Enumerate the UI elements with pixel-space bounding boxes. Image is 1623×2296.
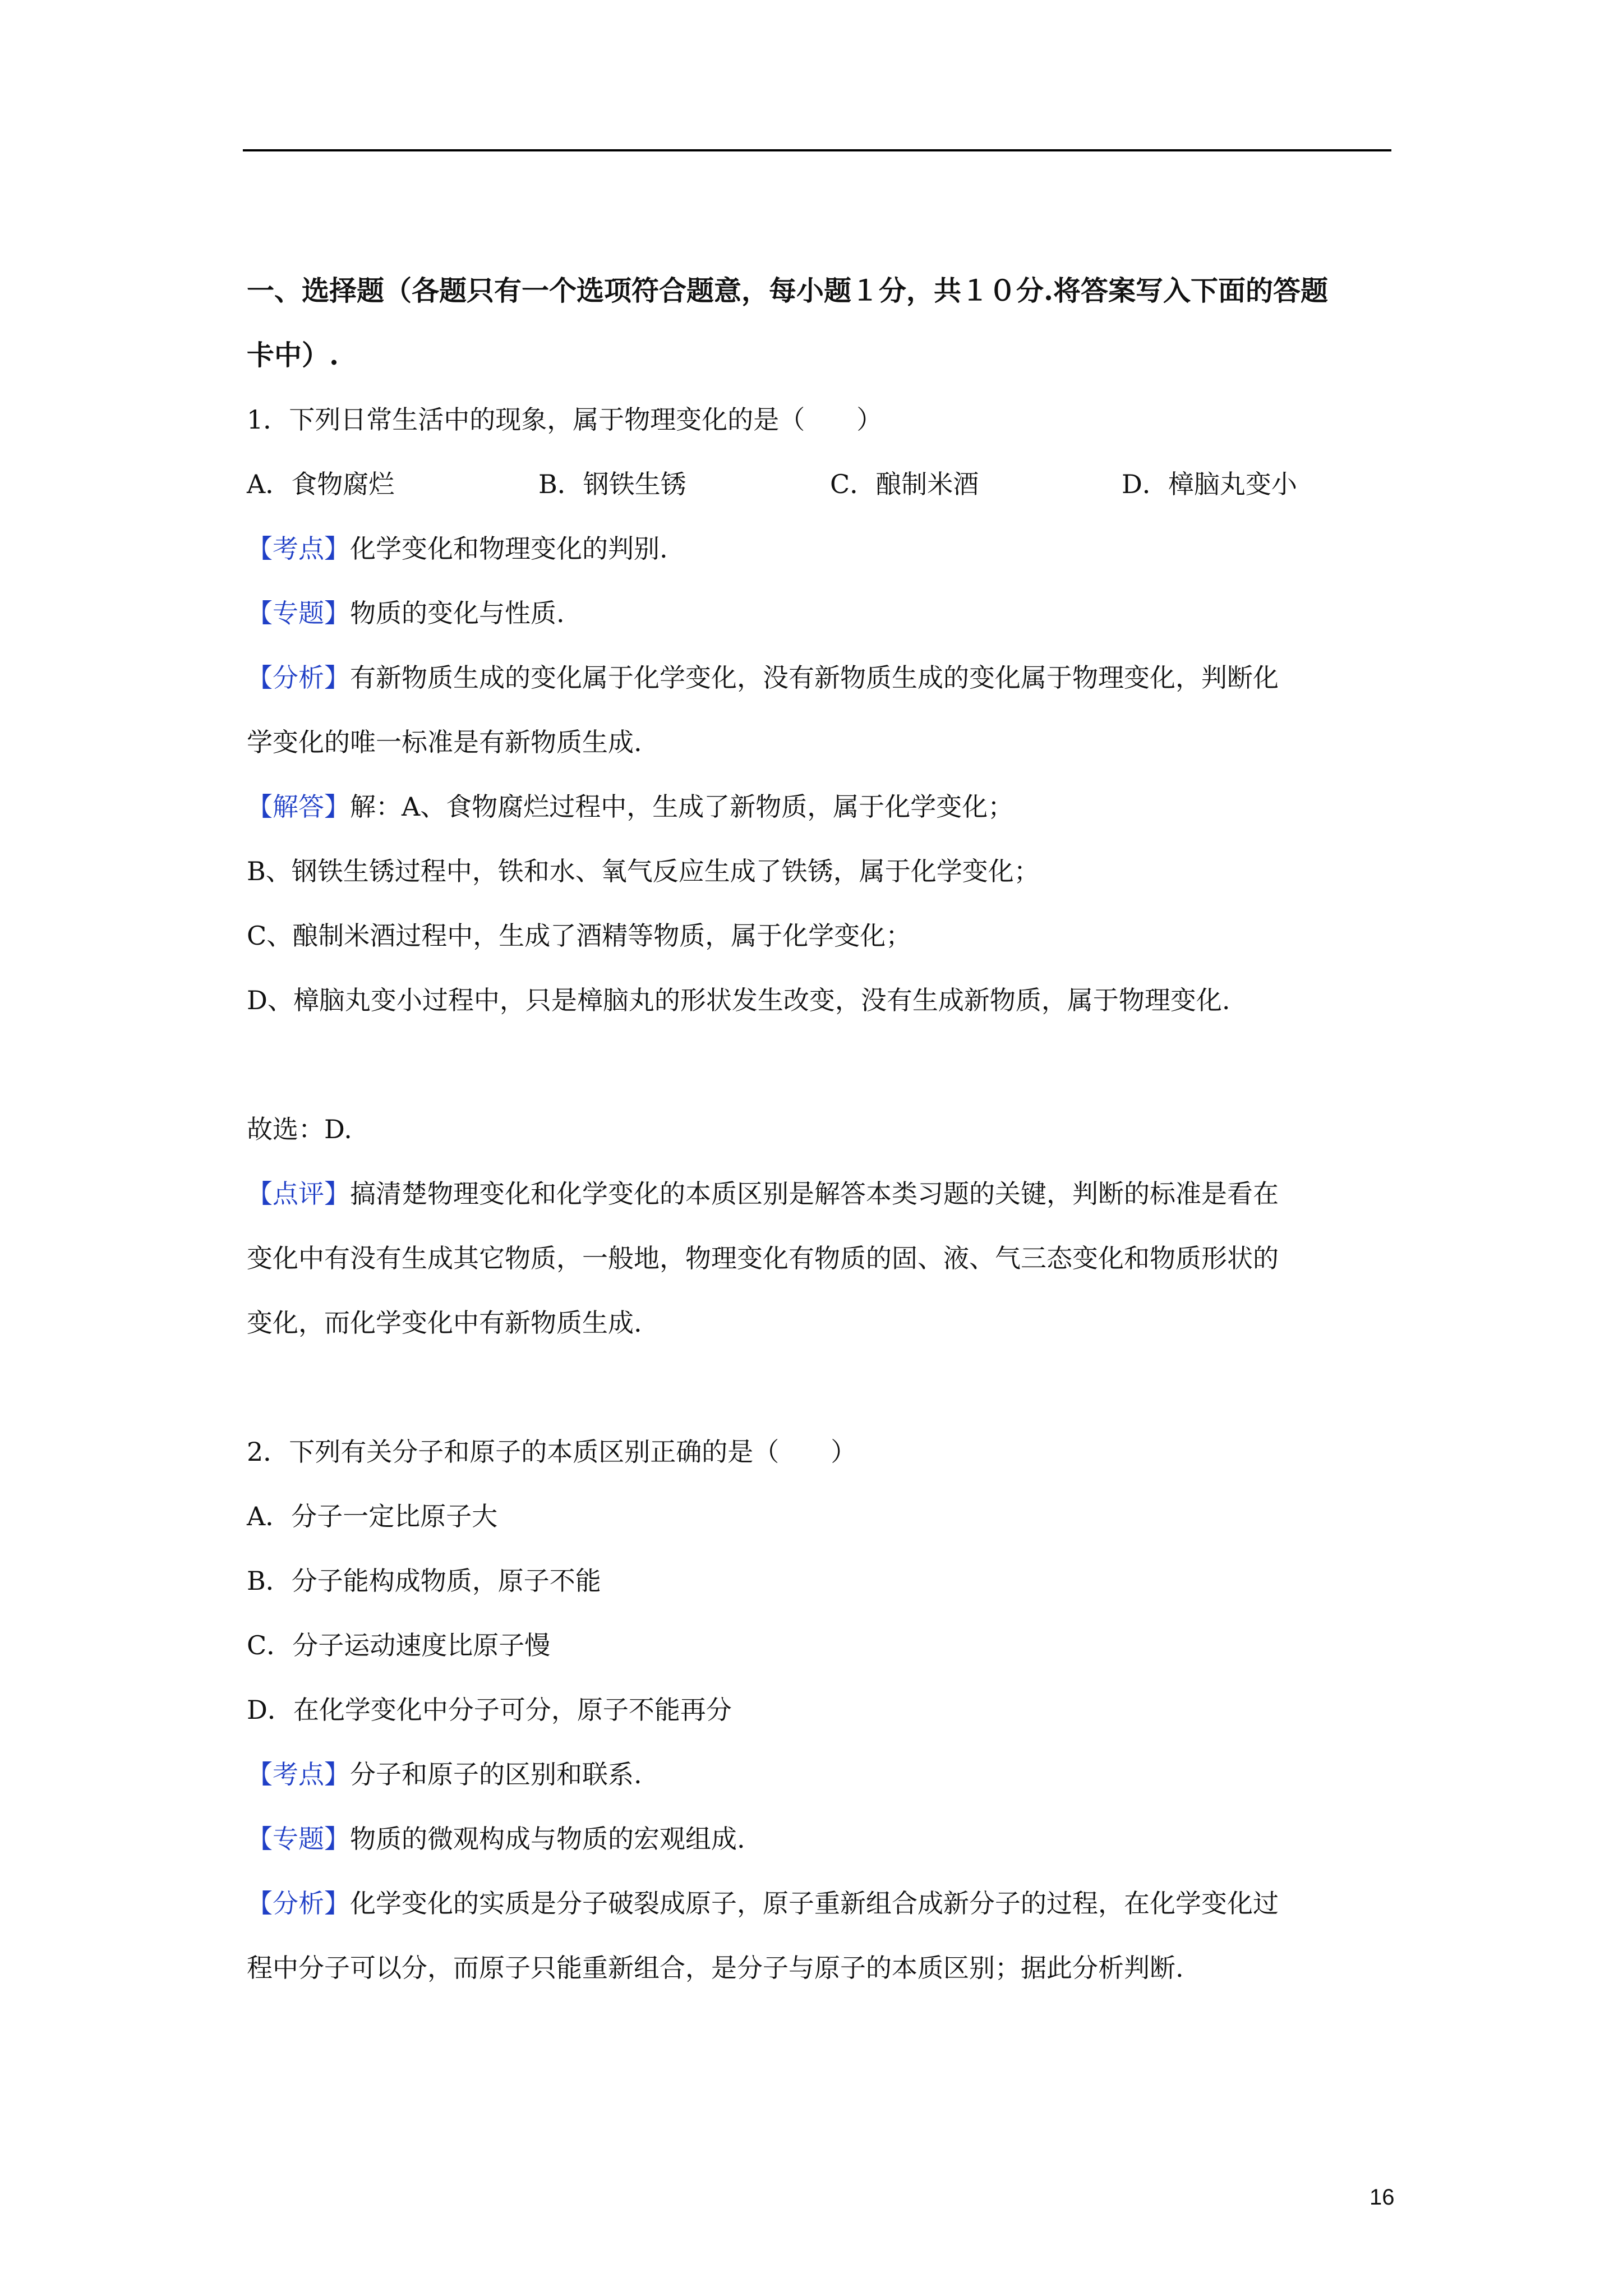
q1-dianping — [247, 1177, 1279, 1211]
q1-dianping-cont: 变化中有没有生成其它物质，一般地，物理变化有物质的固、液、气三态变化和物质形状的 — [247, 1243, 1279, 1273]
q2-fenxi-text: 化学变化的实质是分子破裂成原子，原子重新组合成新分子的过程，在化学变化过 — [350, 1888, 1279, 1918]
q2-zhuanti-text: 物质的微观构成与物质的宏观组成. — [350, 1824, 745, 1854]
q1-stem: 1．下列日常生活中的现象，属于物理变化的是（ ） — [247, 404, 883, 435]
section-header: 一、选择题（各题只有一个选项符合题意，每小题１分，共１０分.将答案写入下面的答题 — [247, 274, 1329, 307]
zhuanti-tag: 【专题】 — [247, 1824, 350, 1854]
kaodian-tag: 【考点】 — [247, 1759, 350, 1789]
q2-fenxi — [247, 1887, 1279, 1920]
fenxi-tag: 【分析】 — [247, 1888, 350, 1918]
q1-dianping-cont2: 变化，而化学变化中有新物质生成. — [247, 1308, 642, 1338]
q2-fenxi-cont: 程中分子可以分，而原子只能重新组合，是分子与原子的本质区别；据此分析判断. — [247, 1953, 1184, 1983]
q1-jieda-c: C、酿制米酒过程中，生成了酒精等物质，属于化学变化； — [247, 921, 912, 951]
q2-option-d: D．在化学变化中分子可分，原子不能再分 — [247, 1695, 732, 1725]
q1-jieda-d: D、樟脑丸变小过程中，只是樟脑丸的形状发生改变，没有生成新物质，属于物理变化. — [247, 985, 1230, 1015]
page-number: 16 — [1370, 2185, 1395, 2210]
q1-options — [247, 467, 1396, 501]
q1-fenxi-cont: 学变化的唯一标准是有新物质生成. — [247, 727, 642, 757]
q2-stem: 2．下列有关分子和原子的本质区别正确的是（ ） — [247, 1437, 857, 1467]
jieda-tag: 【解答】 — [247, 792, 350, 822]
q2-option-c: C．分子运动速度比原子慢 — [247, 1630, 551, 1660]
q1-kaodian-text: 化学变化和物理变化的判别. — [350, 533, 668, 564]
q1-fenxi-text: 有新物质生成的变化属于化学变化，没有新物质生成的变化属于物理变化，判断化 — [350, 662, 1279, 693]
kaodian-tag: 【考点】 — [247, 533, 350, 564]
dianping-tag: 【点评】 — [247, 1179, 350, 1209]
q1-option-b: B．钢铁生锈 — [538, 469, 686, 499]
q2-kaodian-text: 分子和原子的区别和联系. — [350, 1759, 642, 1789]
q1-dianping-text: 搞清楚物理变化和化学变化的本质区别是解答本类习题的关键，判断的标准是看在 — [350, 1179, 1279, 1209]
header-rule — [243, 149, 1391, 151]
q1-jieda — [247, 790, 1013, 823]
q1-jieda-b: B、钢铁生锈过程中，铁和水、氧气反应生成了铁锈，属于化学变化； — [247, 856, 1040, 886]
q1-option-c: C．酿制米酒 — [830, 469, 979, 499]
q1-jieda-text: 解：A、食物腐烂过程中，生成了新物质，属于化学变化； — [350, 792, 1014, 822]
q2-option-b: B．分子能构成物质，原子不能 — [247, 1566, 601, 1596]
q1-answer: 故选：D. — [247, 1114, 352, 1144]
q1-option-a: A．食物腐烂 — [247, 469, 395, 499]
q1-option-d: D．樟脑丸变小 — [1122, 469, 1297, 499]
q2-option-a: A．分子一定比原子大 — [247, 1501, 498, 1531]
q1-zhuanti — [247, 596, 565, 630]
section-header-cont: 卡中）. — [247, 339, 339, 371]
q1-kaodian — [247, 532, 668, 565]
q2-kaodian — [247, 1757, 642, 1791]
q2-zhuanti — [247, 1822, 745, 1856]
q1-zhuanti-text: 物质的变化与性质. — [350, 598, 565, 628]
fenxi-tag: 【分析】 — [247, 662, 350, 693]
zhuanti-tag: 【专题】 — [247, 598, 350, 628]
q1-fenxi — [247, 661, 1279, 694]
